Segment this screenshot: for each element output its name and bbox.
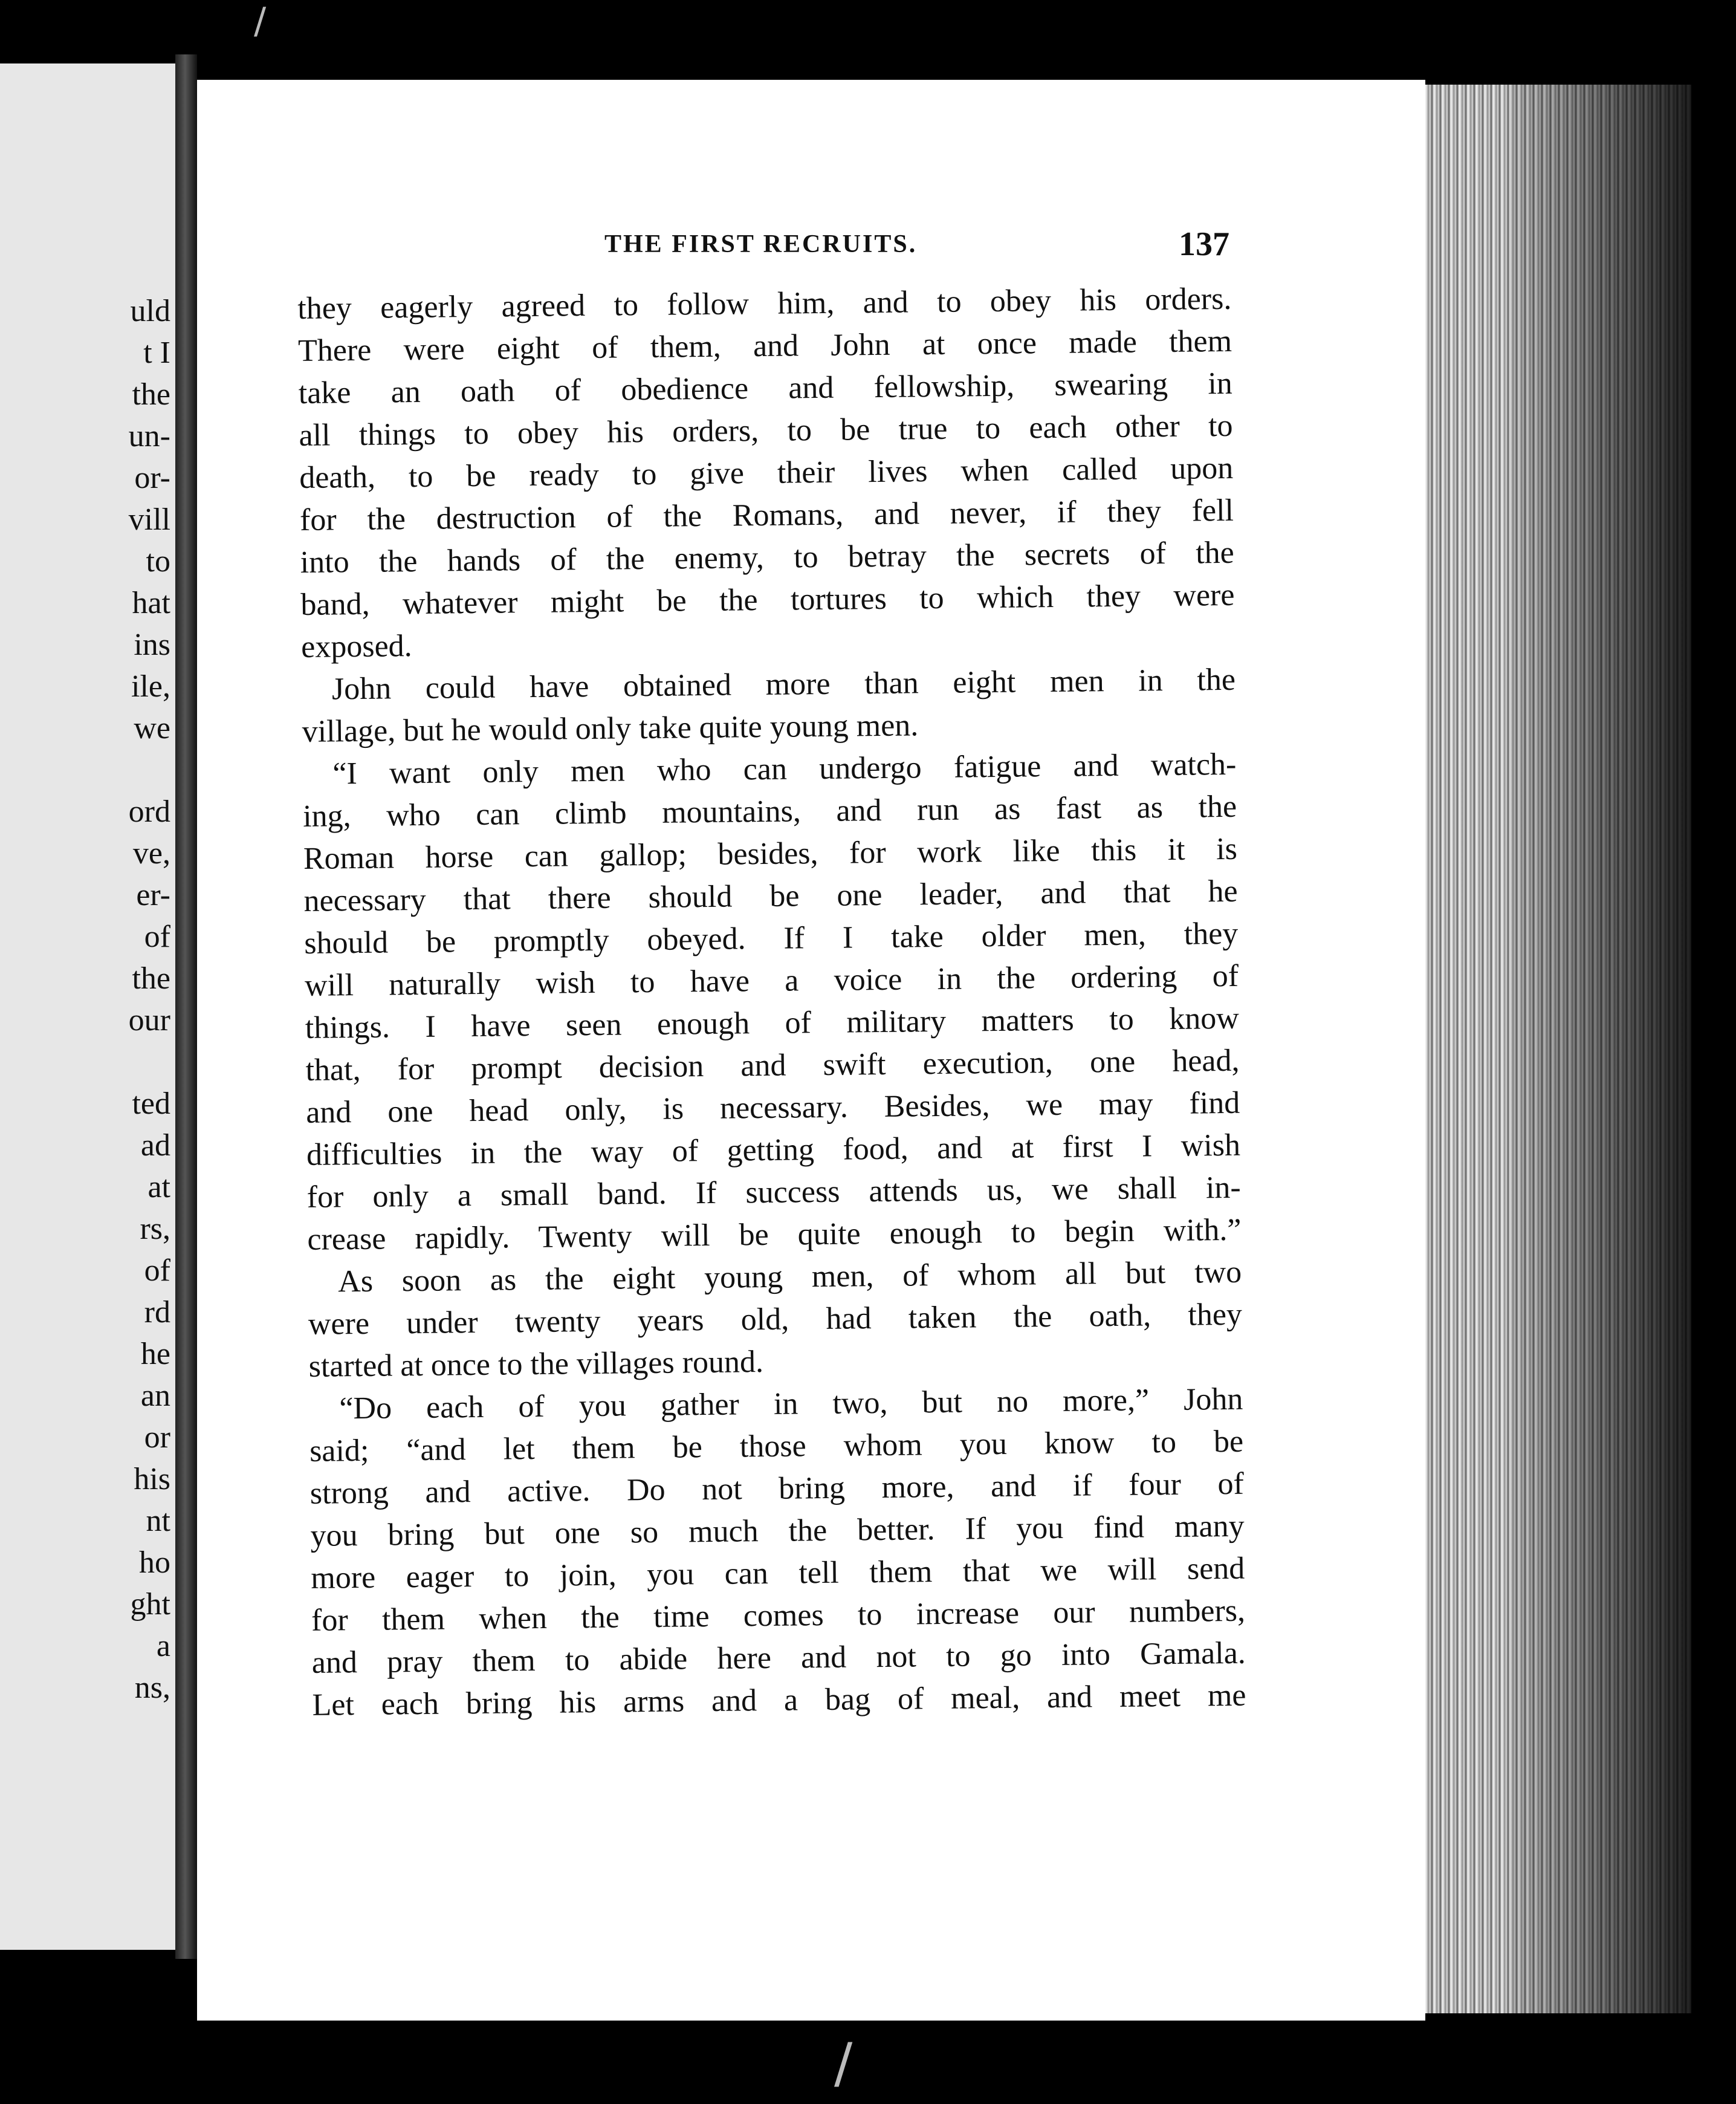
- left-page-fragment: the: [132, 377, 170, 412]
- text-line: Let each bring his arms and a bag of meal, and meet me: [312, 1678, 1246, 1722]
- left-page-fragment: an: [140, 1378, 170, 1413]
- text-line: “Do each of you gather in two, but no more,” John: [339, 1382, 1243, 1426]
- text-line: for only a small band. If success attends us, we shall in-: [306, 1170, 1241, 1215]
- text-line: John could have obtained more than eight men in the: [331, 662, 1236, 707]
- left-page-fragment: nt: [146, 1504, 170, 1538]
- text-line: will naturally wish to have a voice in the ordering of: [304, 958, 1239, 1003]
- left-page-fragment: or-: [134, 461, 170, 495]
- text-line: exposed.: [300, 629, 412, 664]
- text-line: into the hands of the enemy, to betray the secrets of the: [300, 535, 1234, 580]
- text-line: necessary that there should be one leader, and that he: [303, 874, 1238, 918]
- left-page-fragment: t I: [143, 336, 170, 370]
- running-title: THE FIRST RECRUITS.: [604, 230, 918, 258]
- text-line: things. I have seen enough of military matters to know: [305, 1001, 1240, 1045]
- text-line: for the destruction of the Romans, and never, if they fell: [299, 493, 1234, 537]
- left-page-fragment: ted: [132, 1086, 170, 1121]
- text-line: difficulties in the way of getting food, and at first I wish: [306, 1128, 1241, 1172]
- left-page-fragment: hat: [132, 586, 170, 620]
- left-page-fragment: rd: [144, 1295, 170, 1330]
- text-line: they eagerly agreed to follow him, and to obey his orders.: [297, 281, 1232, 326]
- left-page-fragment: ile,: [131, 669, 170, 704]
- scan-mark: /: [254, 0, 267, 42]
- text-line: As soon as the eight young men, of whom all but two: [337, 1255, 1242, 1299]
- text-line: take an oath of obedience and fellowship, swearing in: [298, 366, 1233, 411]
- text-line: strong and active. Do not bring more, and if four of: [309, 1466, 1245, 1511]
- left-page-fragment: vill: [128, 502, 170, 537]
- text-line: village, but he would only take quite young men.: [302, 708, 919, 749]
- left-page-fragment: our: [128, 1003, 170, 1037]
- text-line: band, whatever might be the tortures to which they were: [300, 577, 1235, 622]
- text-line: should be promptly obeyed. If I take older men, they: [304, 916, 1239, 961]
- body-text: [297, 278, 1246, 1727]
- left-page-fragment: un-: [128, 419, 170, 453]
- text-line: crease rapidly. Twenty will be quite enough to begin with.”: [307, 1212, 1242, 1257]
- left-page-fragment: er-: [136, 878, 170, 912]
- text-line: and one head only, is necessary. Besides, we may find: [305, 1085, 1240, 1130]
- left-page-fragment: of: [144, 920, 170, 954]
- text-line: that, for prompt decision and swift execution, one head,: [305, 1043, 1240, 1088]
- text-line: all things to obey his orders, to be true to each other to: [299, 408, 1233, 453]
- text-line: and pray them to abide here and not to go into Gamala.: [311, 1635, 1246, 1680]
- left-page-fragment: ho: [139, 1545, 170, 1580]
- text-line: said; “and let them be those whom you know to be: [309, 1424, 1244, 1469]
- left-page-fragment: ord: [128, 794, 170, 829]
- left-page-fragment: or: [144, 1420, 170, 1455]
- left-page-fragment: ins: [134, 628, 170, 662]
- left-page-fragment: ns,: [134, 1671, 170, 1705]
- left-page-fragment: at: [147, 1170, 170, 1204]
- text-line: you bring but one so much the better. If you find many: [310, 1508, 1245, 1553]
- page-number: 137: [1179, 226, 1229, 263]
- text-line: started at once to the villages round.: [308, 1345, 764, 1384]
- text-line: for them when the time comes to increase our numbers,: [311, 1593, 1246, 1638]
- text-line: more eager to join, you can tell them that we will send: [311, 1551, 1245, 1596]
- left-page-fragment: to: [146, 544, 170, 579]
- left-page-fragment: the: [132, 961, 170, 996]
- left-page-fragment: his: [134, 1462, 170, 1496]
- left-page-fragment: ad: [140, 1128, 170, 1163]
- left-page-fragment: a: [156, 1629, 170, 1663]
- left-facing-page: [0, 63, 175, 1950]
- left-page-fragment: ve,: [132, 836, 170, 871]
- page-edges: [1425, 85, 1691, 2013]
- text-line: death, to be ready to give their lives when called upon: [299, 450, 1234, 495]
- text-line: ing, who can climb mountains, and run as fast as the: [302, 789, 1237, 834]
- left-page-fragment: of: [144, 1253, 170, 1288]
- text-line: were under twenty years old, had taken the oath, they: [308, 1297, 1243, 1342]
- left-page-fragment: rs,: [140, 1212, 170, 1246]
- scan-mark: /: [834, 2031, 853, 2095]
- text-line: “I want only men who can undergo fatigue and watch-: [332, 747, 1237, 791]
- left-page-fragment: he: [140, 1337, 170, 1371]
- left-page-fragment: we: [134, 711, 170, 745]
- left-page-fragment: uld: [130, 294, 170, 328]
- left-page-fragment: ght: [130, 1587, 170, 1622]
- text-line: There were eight of them, and John at once made them: [297, 323, 1232, 368]
- book-gutter: [175, 54, 197, 1959]
- text-line: Roman horse can gallop; besides, for work like this it is: [303, 831, 1238, 876]
